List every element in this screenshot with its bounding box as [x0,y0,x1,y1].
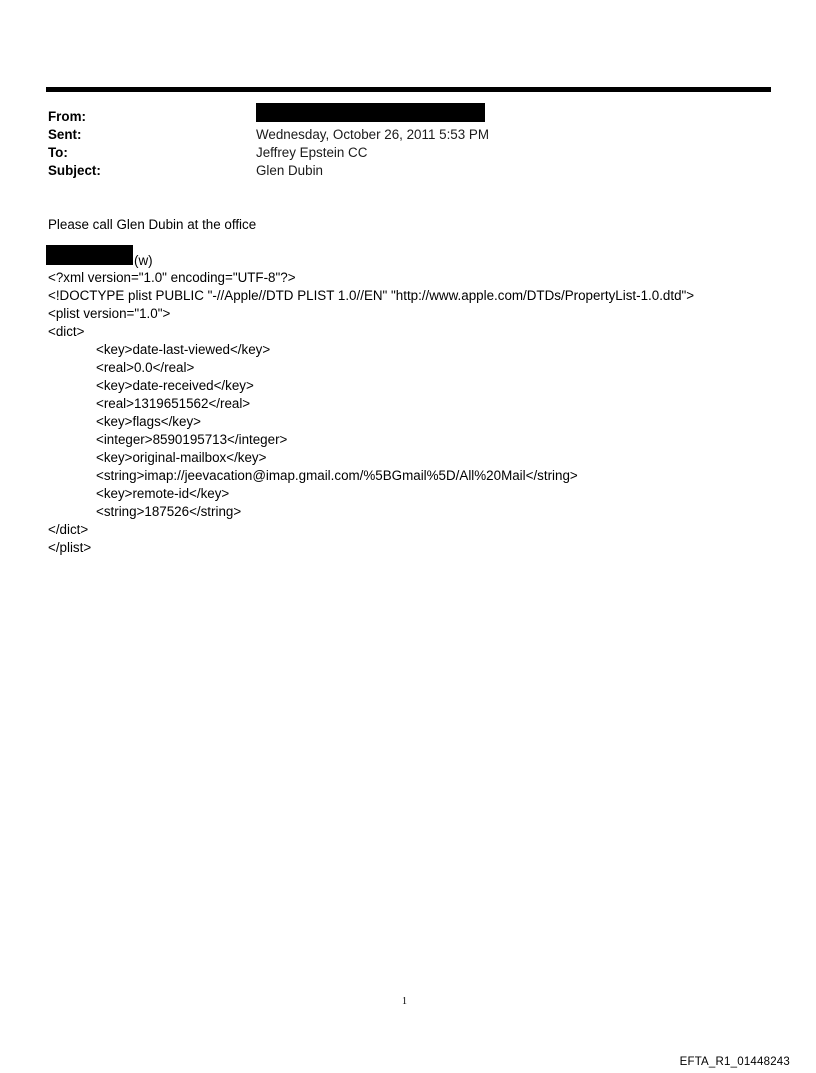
plist-line: <integer>8590195713</integer> [96,432,288,447]
plist-line: <?xml version="1.0" encoding="UTF-8"?> [48,270,296,285]
header-row-to [48,144,748,162]
from-label: From: [48,109,86,124]
header-row-subject [48,162,748,180]
page-number: 1 [402,996,407,1007]
plist-line: <string>187526</string> [96,504,242,519]
plist-line: <key>date-received</key> [96,378,254,393]
plist-line: <key>date-last-viewed</key> [96,342,271,357]
plist-line: <real>1319651562</real> [96,396,251,411]
plist-line: </plist> [48,540,92,555]
plist-line: <!DOCTYPE plist PUBLIC "-//Apple//DTD PLIST 1.0//EN" "http://www.apple.com/DTDs/PropertyList-1.0.dtd"> [48,288,695,303]
redaction-phone-number [46,245,133,265]
email-body-line: Please call Glen Dubin at the office [48,217,257,232]
header-row-sent [48,126,748,144]
phone-suffix: (w) [134,253,153,268]
plist-line: <key>remote-id</key> [96,486,230,501]
redaction-from-address [256,103,485,122]
plist-line: <real>0.0</real> [96,360,195,375]
plist-line: </dict> [48,522,89,537]
sent-label: Sent: [48,127,82,142]
subject-label: Subject: [48,163,101,178]
plist-line: <plist version="1.0"> [48,306,171,321]
sent-value: Wednesday, October 26, 2011 5:53 PM [256,127,489,142]
subject-value: Glen Dubin [256,163,323,178]
to-value: Jeffrey Epstein CC [256,145,368,160]
bates-number: EFTA_R1_01448243 [679,1056,790,1068]
header-divider-rule [46,87,771,92]
plist-line: <dict> [48,324,85,339]
plist-line: <string>imap://jeevacation@imap.gmail.com/%5BGmail%5D/All%20Mail</string> [96,468,578,483]
plist-line: <key>original-mailbox</key> [96,450,267,465]
plist-line: <key>flags</key> [96,414,201,429]
to-label: To: [48,145,68,160]
